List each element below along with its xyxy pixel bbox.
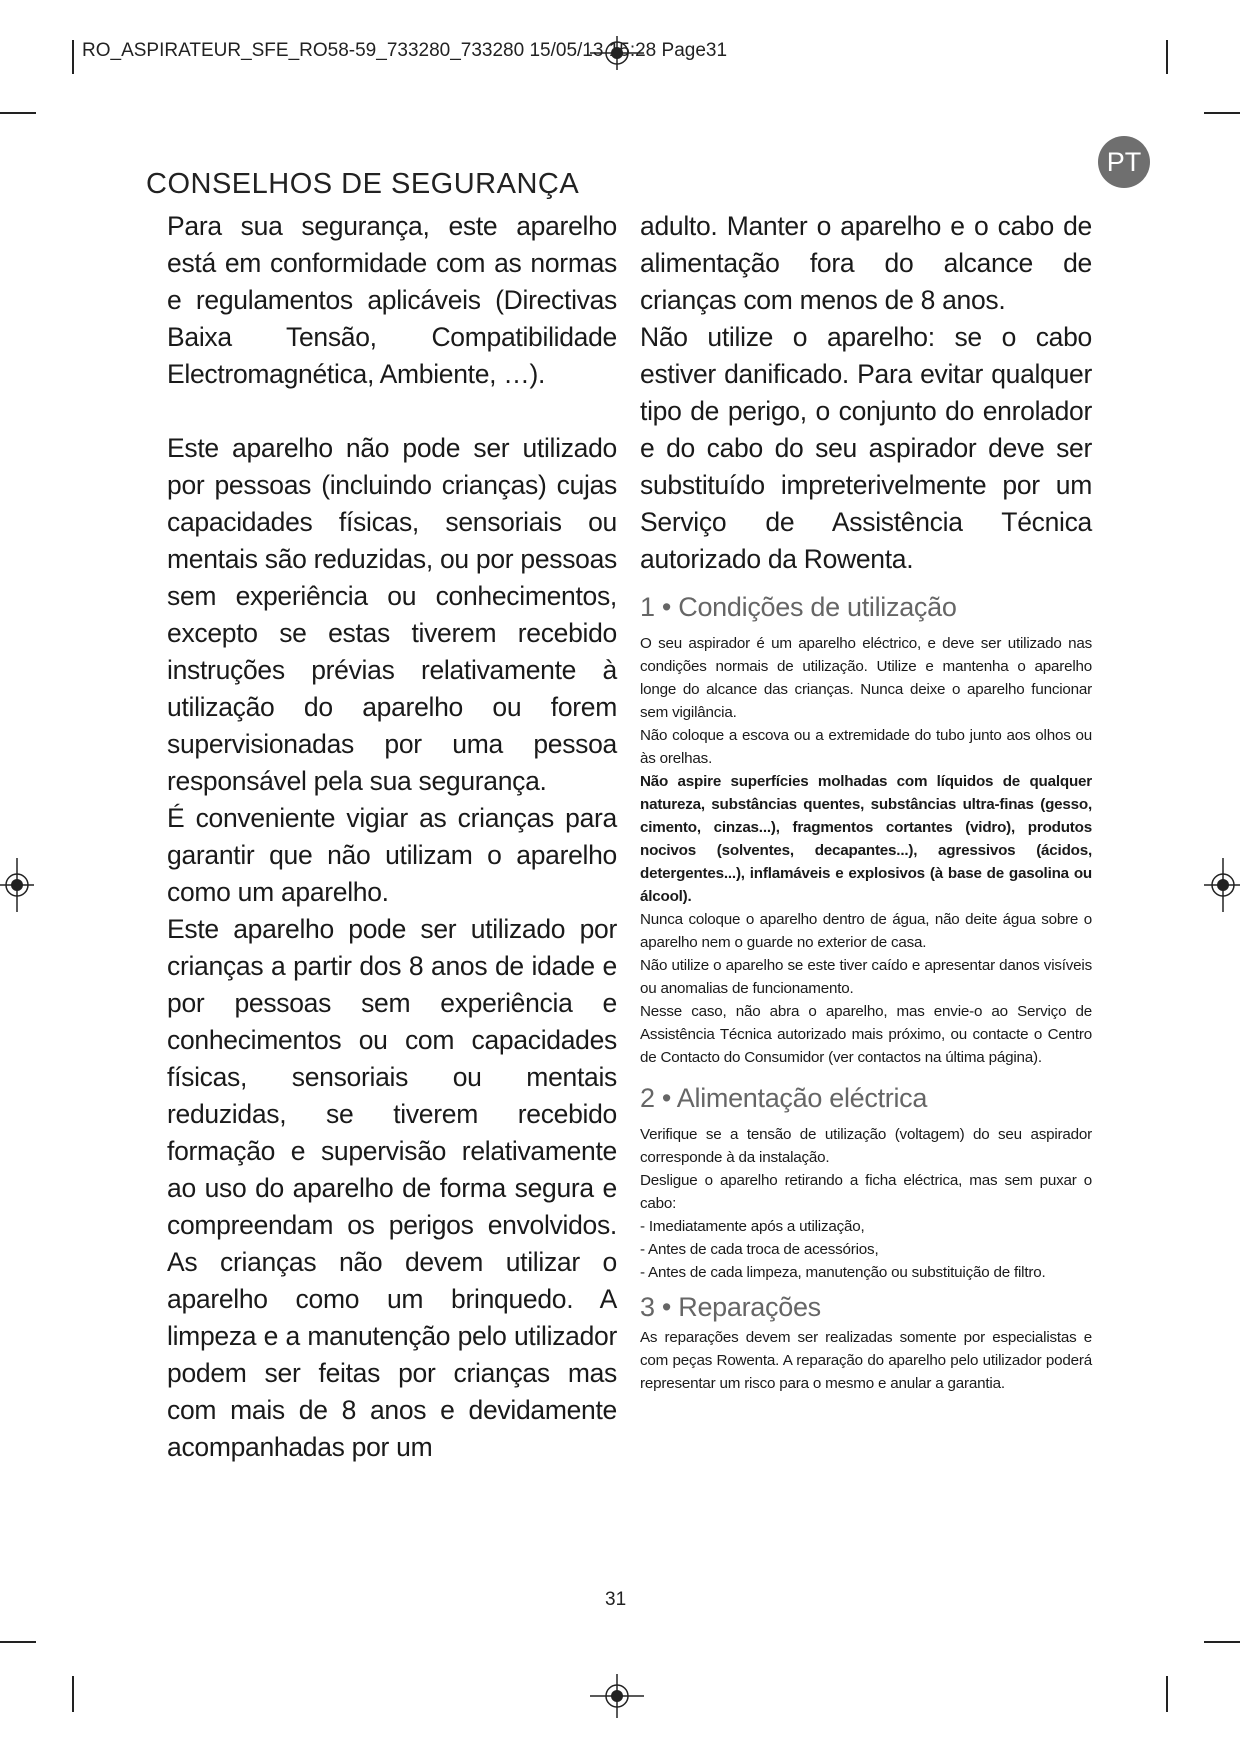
paragraph: É conveniente vigiar as crianças para garantir que não utilizam o aparelho como um aparelho. [167,803,617,907]
paragraph: Não utilize o aparelho se este tiver caído e apresentar danos visíveis ou anomalias de funcionamento. [640,957,1092,997]
language-badge: PT [1098,136,1150,188]
paragraph: O seu aspirador é um aparelho eléctrico, e deve ser utilizado nas condições normais de utilização. Utilize e mantenha o aparelho longe do alcance das crianças. Nunca deixe o aparelho funcionar sem vigilância. [640,635,1092,721]
page-title: CONSELHOS DE SEGURANÇA [146,168,580,200]
crop-mark [1204,1641,1240,1643]
crop-mark [1166,1676,1168,1712]
print-slug: RO_ASPIRATEUR_SFE_RO58-59_733280_733280 15/05/13 15:28 Page31 [82,40,728,61]
section-heading: 1 • Condições de utilização [640,592,957,622]
list-item: - Antes de cada limpeza, manutenção ou substituição de filtro. [640,1264,1046,1281]
registration-mark-icon [590,1672,644,1720]
paragraph: Este aparelho não pode ser utilizado por pessoas (incluindo crianças) cujas capacidades físicas, sensoriais ou mentais são reduzidas, ou por pessoas sem experiência ou conhecimentos, excepto se estas tiverem recebido instruções prévias relativamente à utilização do aparelho ou forem supervisionadas por uma pessoa responsável pela sua segurança. [167,433,617,796]
section-heading: 3 • Reparações [640,1292,821,1322]
crop-mark [1166,40,1168,74]
paragraph: Nesse caso, não abra o aparelho, mas envie-o ao Serviço de Assistência Técnica autorizado mais próximo, ou contacte o Centro de Contacto do Consumidor (ver contactos na última página). [640,1003,1092,1066]
registration-mark-icon [0,858,34,912]
crop-mark [0,112,36,114]
crop-mark [0,1641,36,1643]
right-column [640,208,1092,1395]
crop-mark [72,40,74,74]
paragraph: Nunca coloque o aparelho dentro de água, não deite água sobre o aparelho nem o guarde no exterior de casa. [640,911,1092,951]
left-column [167,208,617,1466]
list-item: - Imediatamente após a utilização, [640,1218,865,1235]
paragraph: Não coloque a escova ou a extremidade do tubo junto aos olhos ou às orelhas. [640,727,1092,767]
page-number: 31 [605,1589,627,1610]
crop-mark [72,1676,74,1712]
paragraph: Este aparelho pode ser utilizado por crianças a partir dos 8 anos de idade e por pessoas sem experiência e conhecimentos ou com capacidades físicas, sensoriais ou mentais reduzidas, se tiverem recebido formação e supervisão relativamente ao uso do aparelho de forma segura e compreendam os perigos envolvidos. As crianças não devem utilizar o aparelho como um brinquedo. A limpeza e a manutenção pelo utilizador podem ser feitas por crianças mas com mais de 8 anos e devidamente acompanhadas por um [167,914,617,1462]
section-heading: 2 • Alimentação eléctrica [640,1083,928,1113]
registration-mark-icon [1204,858,1240,912]
paragraph: adulto. Manter o aparelho e o cabo de alimentação fora do alcance de crianças com menos de 8 anos. [640,211,1092,315]
paragraph: As reparações devem ser realizadas somente por especialistas e com peças Rowenta. A reparação do aparelho pelo utilizador poderá representar um risco para o mesmo e anular a garantia. [640,1329,1092,1392]
paragraph: Desligue o aparelho retirando a ficha eléctrica, mas sem puxar o cabo: [640,1172,1092,1212]
paragraph: Não utilize o aparelho: se o cabo estiver danificado. Para evitar qualquer tipo de perigo, o conjunto do enrolador e do cabo do seu aspirador deve ser substituído impreterivelmente por um Serviço de Assistência Técnica autorizado da Rowenta. [640,322,1092,574]
crop-mark [1204,112,1240,114]
paragraph: Verifique se a tensão de utilização (voltagem) do seu aspirador corresponde à da instalação. [640,1126,1092,1166]
warning-paragraph: Não aspire superfícies molhadas com líquidos de qualquer natureza, substâncias quentes, substâncias ultra-finas (gesso, cimento, cinzas...), fragmentos cortantes (vidro), produtos nocivos (solventes, decapantes...), agressivos (ácidos, detergentes...), inflamáveis e explosivos (à base de gasolina ou álcool). [640,773,1092,905]
list-item: - Antes de cada troca de acessórios, [640,1241,879,1258]
paragraph: Para sua segurança, este aparelho está em conformidade com as normas e regulamentos aplicáveis (Directivas Baixa Tensão, Compatibilidade Electromagnética, Ambiente, …). [167,211,617,389]
